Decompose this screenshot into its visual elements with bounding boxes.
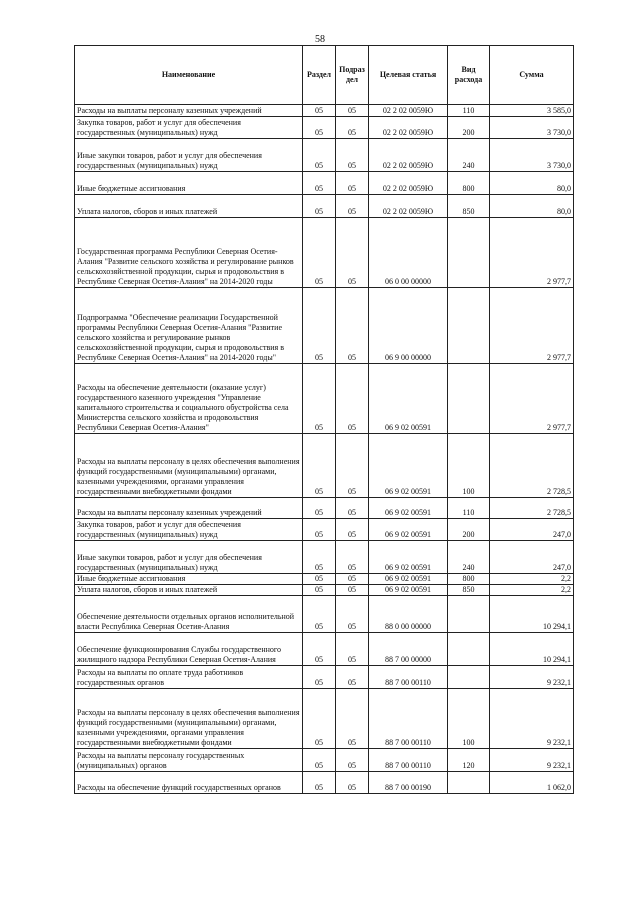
- row-subsection: 05: [336, 288, 369, 364]
- row-kind: [448, 666, 490, 689]
- row-target: 02 2 02 0059Ю: [369, 117, 448, 139]
- row-target: 88 7 00 00110: [369, 689, 448, 749]
- table-row: [75, 596, 574, 633]
- row-subsection: 05: [336, 749, 369, 772]
- table-row: [75, 117, 574, 139]
- row-kind: 850: [448, 195, 490, 218]
- row-sum: 2,2: [490, 585, 574, 596]
- row-target: 88 0 00 00000: [369, 596, 448, 633]
- row-sum: 9 232,1: [490, 749, 574, 772]
- row-subsection: 05: [336, 117, 369, 139]
- header-name: Наименование: [75, 46, 303, 105]
- row-sum: 2 977,7: [490, 218, 574, 288]
- row-target: 02 2 02 0059Ю: [369, 105, 448, 117]
- page-number: 58: [315, 34, 325, 45]
- header-kind: Вид расхода: [448, 46, 490, 105]
- row-target: 06 9 02 00591: [369, 541, 448, 574]
- table-row: [75, 364, 574, 434]
- row-subsection: 05: [336, 596, 369, 633]
- header-target: Целевая статья: [369, 46, 448, 105]
- table-row: [75, 749, 574, 772]
- row-target: 88 7 00 00110: [369, 749, 448, 772]
- row-section: 05: [303, 288, 336, 364]
- row-name: Подпрограмма "Обеспечение реализации Государственной программы Республики Северная Осетия-Алания "Развитие сельского хозяйства и регулирование рынков сельскохозяйственной продукции, сырья и продовольствия в Республике Северная Осетия-Алания" на 2014-2020 годы": [75, 288, 303, 364]
- row-sum: 80,0: [490, 195, 574, 218]
- row-subsection: 05: [336, 364, 369, 434]
- row-section: 05: [303, 117, 336, 139]
- row-kind: 200: [448, 519, 490, 541]
- row-section: 05: [303, 139, 336, 172]
- row-target: 02 2 02 0059Ю: [369, 172, 448, 195]
- row-section: 05: [303, 666, 336, 689]
- table-row: [75, 689, 574, 749]
- table-row: [75, 288, 574, 364]
- row-section: 05: [303, 585, 336, 596]
- row-name: Обеспечение функционирования Службы государственного жилищного надзора Республики Северная Осетия-Алания: [75, 633, 303, 666]
- row-name: Расходы на выплаты персоналу государственных (муниципальных) органов: [75, 749, 303, 772]
- row-target: 06 9 02 00591: [369, 585, 448, 596]
- table-row: [75, 139, 574, 172]
- row-name: Расходы на обеспечение функций государственных органов: [75, 772, 303, 794]
- row-kind: 240: [448, 541, 490, 574]
- row-subsection: 05: [336, 434, 369, 498]
- row-section: 05: [303, 519, 336, 541]
- row-sum: 2 728,5: [490, 498, 574, 519]
- row-subsection: 05: [336, 541, 369, 574]
- table-row: [75, 633, 574, 666]
- row-subsection: 05: [336, 633, 369, 666]
- row-sum: 247,0: [490, 519, 574, 541]
- row-name: Закупка товаров, работ и услуг для обеспечения государственных (муниципальных) нужд: [75, 117, 303, 139]
- row-kind: 100: [448, 434, 490, 498]
- row-subsection: 05: [336, 218, 369, 288]
- row-target: 02 2 02 0059Ю: [369, 139, 448, 172]
- row-kind: 800: [448, 172, 490, 195]
- row-kind: [448, 596, 490, 633]
- table-row: [75, 498, 574, 519]
- row-name: Расходы на выплаты персоналу казенных учреждений: [75, 498, 303, 519]
- row-subsection: 05: [336, 139, 369, 172]
- row-kind: 240: [448, 139, 490, 172]
- row-sum: 9 232,1: [490, 689, 574, 749]
- row-name: Иные бюджетные ассигнования: [75, 574, 303, 585]
- row-target: 06 9 02 00591: [369, 574, 448, 585]
- row-section: 05: [303, 749, 336, 772]
- budget-table: [74, 45, 574, 794]
- row-name: Уплата налогов, сборов и иных платежей: [75, 195, 303, 218]
- table-row: [75, 772, 574, 794]
- row-target: 88 7 00 00190: [369, 772, 448, 794]
- row-section: 05: [303, 689, 336, 749]
- row-sum: 2,2: [490, 574, 574, 585]
- row-name: Расходы на выплаты по оплате труда работников государственных органов: [75, 666, 303, 689]
- table-header-row: [75, 46, 574, 105]
- table-row: [75, 574, 574, 585]
- row-subsection: 05: [336, 195, 369, 218]
- row-subsection: 05: [336, 498, 369, 519]
- row-kind: 850: [448, 585, 490, 596]
- row-name: Иные закупки товаров, работ и услуг для обеспечения государственных (муниципальных) нужд: [75, 541, 303, 574]
- row-subsection: 05: [336, 574, 369, 585]
- table-row: [75, 519, 574, 541]
- row-section: 05: [303, 218, 336, 288]
- header-section: Раздел: [303, 46, 336, 105]
- row-name: Иные бюджетные ассигнования: [75, 172, 303, 195]
- table-row: [75, 585, 574, 596]
- row-name: Закупка товаров, работ и услуг для обеспечения государственных (муниципальных) нужд: [75, 519, 303, 541]
- row-section: 05: [303, 172, 336, 195]
- row-section: 05: [303, 596, 336, 633]
- row-sum: 9 232,1: [490, 666, 574, 689]
- row-kind: [448, 288, 490, 364]
- table-row: [75, 195, 574, 218]
- table-row: [75, 172, 574, 195]
- row-section: 05: [303, 772, 336, 794]
- row-target: 06 9 00 00000: [369, 288, 448, 364]
- row-name: Расходы на выплаты персоналу в целях обеспечения выполнения функций государственными (муниципальными) органами, казенными учреждениями, органами управления государственными внебюджетными фондами: [75, 689, 303, 749]
- row-name: Государственная программа Республики Северная Осетия-Алания "Развитие сельского хозяйства и регулирование рынков сельскохозяйственной продукции, сырья и продовольствия в Республике Северная Осетия-Алания" на 2014-2020 годы: [75, 218, 303, 288]
- table-row: [75, 541, 574, 574]
- row-subsection: 05: [336, 689, 369, 749]
- row-sum: 2 977,7: [490, 364, 574, 434]
- table-row: [75, 666, 574, 689]
- row-target: 02 2 02 0059Ю: [369, 195, 448, 218]
- row-sum: 3 730,0: [490, 117, 574, 139]
- row-sum: 80,0: [490, 172, 574, 195]
- row-section: 05: [303, 105, 336, 117]
- table-row: [75, 105, 574, 117]
- row-target: 06 9 02 00591: [369, 364, 448, 434]
- row-subsection: 05: [336, 105, 369, 117]
- row-subsection: 05: [336, 772, 369, 794]
- row-section: 05: [303, 541, 336, 574]
- row-sum: 1 062,0: [490, 772, 574, 794]
- row-kind: [448, 218, 490, 288]
- row-target: 06 9 02 00591: [369, 498, 448, 519]
- row-kind: 120: [448, 749, 490, 772]
- row-sum: 247,0: [490, 541, 574, 574]
- row-section: 05: [303, 434, 336, 498]
- row-target: 06 9 02 00591: [369, 434, 448, 498]
- row-sum: 3 730,0: [490, 139, 574, 172]
- row-kind: 800: [448, 574, 490, 585]
- row-sum: 3 585,0: [490, 105, 574, 117]
- row-kind: [448, 633, 490, 666]
- row-section: 05: [303, 574, 336, 585]
- row-subsection: 05: [336, 666, 369, 689]
- row-section: 05: [303, 364, 336, 434]
- row-section: 05: [303, 633, 336, 666]
- row-kind: 110: [448, 105, 490, 117]
- row-name: Расходы на обеспечение деятельности (оказание услуг) государственного казенного учреждения "Управление капитального строительства и социального обустройства села Министерства сельского хозяйства и продовольствия Республики Северная Осетия-Алания": [75, 364, 303, 434]
- row-target: 06 9 02 00591: [369, 519, 448, 541]
- row-section: 05: [303, 195, 336, 218]
- row-name: Иные закупки товаров, работ и услуг для обеспечения государственных (муниципальных) нужд: [75, 139, 303, 172]
- header-sum: Сумма: [490, 46, 574, 105]
- row-section: 05: [303, 498, 336, 519]
- row-target: 88 7 00 00110: [369, 666, 448, 689]
- row-sum: 2 977,7: [490, 288, 574, 364]
- row-name: Расходы на выплаты персоналу в целях обеспечения выполнения функций государственными (муниципальными) органами, казенными учреждениями, органами управления государственными внебюджетными фондами: [75, 434, 303, 498]
- row-subsection: 05: [336, 172, 369, 195]
- row-kind: 110: [448, 498, 490, 519]
- table-row: [75, 434, 574, 498]
- header-subsection: Подраз дел: [336, 46, 369, 105]
- row-sum: 10 294,1: [490, 633, 574, 666]
- table-row: [75, 218, 574, 288]
- row-name: Расходы на выплаты персоналу казенных учреждений: [75, 105, 303, 117]
- row-sum: 10 294,1: [490, 596, 574, 633]
- row-subsection: 05: [336, 585, 369, 596]
- row-subsection: 05: [336, 519, 369, 541]
- row-sum: 2 728,5: [490, 434, 574, 498]
- row-kind: [448, 364, 490, 434]
- row-kind: [448, 772, 490, 794]
- row-target: 88 7 00 00000: [369, 633, 448, 666]
- row-name: Уплата налогов, сборов и иных платежей: [75, 585, 303, 596]
- row-kind: 100: [448, 689, 490, 749]
- row-target: 06 0 00 00000: [369, 218, 448, 288]
- row-kind: 200: [448, 117, 490, 139]
- row-name: Обеспечение деятельности отдельных органов исполнительной власти Республика Северная Осетия-Алания: [75, 596, 303, 633]
